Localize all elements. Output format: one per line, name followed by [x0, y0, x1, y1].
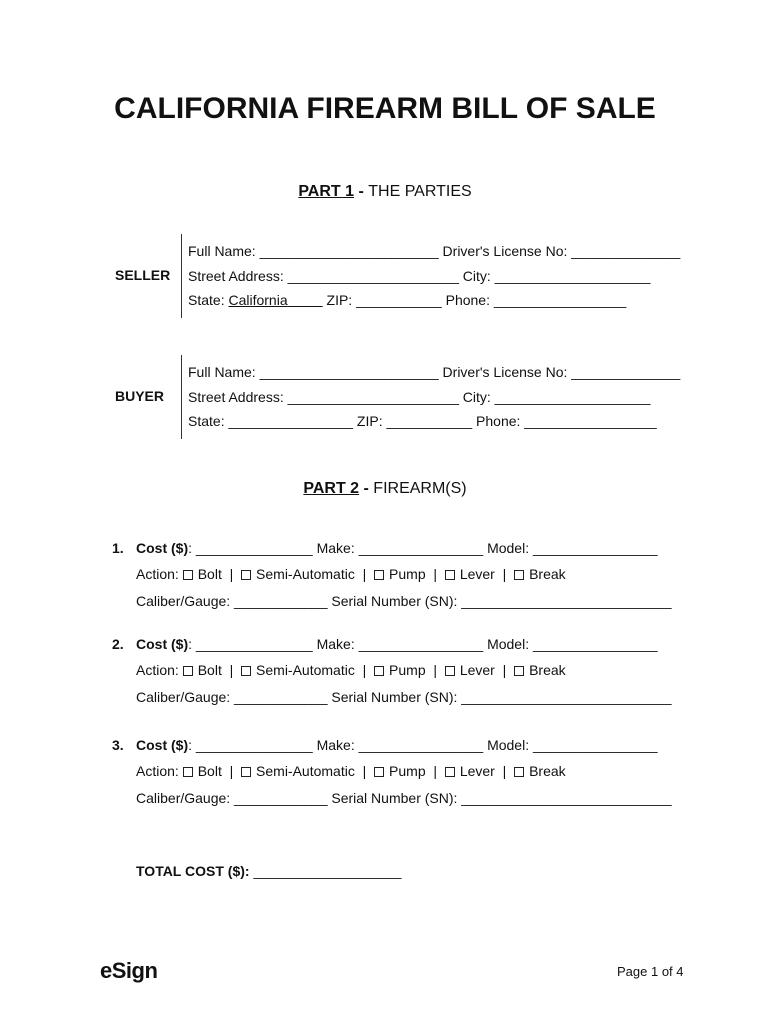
seller-zip-phone: ZIP: ___________ Phone: _________________ — [322, 292, 627, 308]
lever-checkbox[interactable] — [445, 666, 455, 676]
part1-heading — [0, 183, 770, 201]
part1-label: PART 1 — [298, 183, 355, 200]
firearm-2-number: 2. — [112, 636, 124, 652]
pump-checkbox[interactable] — [374, 666, 384, 676]
part2-text: FIREARM(S) — [373, 480, 467, 497]
seller-address-city-line: Street Address: ______________________ City: ____________________ — [188, 268, 651, 284]
bolt-checkbox[interactable] — [183, 570, 193, 580]
semi-automatic-checkbox[interactable] — [241, 666, 251, 676]
part2-heading — [0, 480, 770, 498]
pump-checkbox[interactable] — [374, 767, 384, 777]
total-cost-field[interactable]: ___________________ — [249, 863, 402, 879]
part2-separator: - — [359, 480, 374, 497]
esign-logo: eSign — [100, 958, 158, 983]
break-checkbox[interactable] — [514, 666, 524, 676]
firearm-3-cost-make-model-line: Cost ($): _______________ Make: ________________ Model: ________________ — [136, 737, 658, 753]
seller-label: SELLER — [115, 267, 171, 283]
part1-text: THE PARTIES — [368, 183, 472, 200]
firearm-1-cost-make-model-line: Cost ($): _______________ Make: ________________ Model: ________________ — [136, 540, 658, 556]
firearm-1-caliber-serial-line: Caliber/Gauge: ____________ Serial Number (SN): ___________________________ — [136, 593, 672, 609]
seller-state-value: California — [228, 292, 288, 308]
page-number: Page 1 of 4 — [617, 964, 684, 979]
total-cost-label: TOTAL COST ($): — [136, 863, 250, 879]
pump-checkbox[interactable] — [374, 570, 384, 580]
firearm-2-cost-make-model-line: Cost ($): _______________ Make: ________________ Model: ________________ — [136, 636, 658, 652]
break-checkbox[interactable] — [514, 767, 524, 777]
seller-divider — [181, 234, 182, 318]
total-cost-line — [136, 863, 401, 879]
part2-label: PART 2 — [303, 480, 360, 497]
firearm-2-action-line: Action: Bolt | Semi-Automatic | Pump | Lever | Break — [136, 662, 566, 678]
seller-state-zip-phone-line — [188, 292, 626, 308]
firearm-2-caliber-serial-line: Caliber/Gauge: ____________ Serial Number (SN): ___________________________ — [136, 689, 672, 705]
seller-name-license-line: Full Name: _______________________ Driver's License No: ______________ — [188, 243, 681, 259]
semi-automatic-checkbox[interactable] — [241, 570, 251, 580]
bolt-checkbox[interactable] — [183, 767, 193, 777]
firearm-3-number: 3. — [112, 737, 124, 753]
semi-automatic-checkbox[interactable] — [241, 767, 251, 777]
lever-checkbox[interactable] — [445, 767, 455, 777]
firearm-1-action-line: Action: Bolt | Semi-Automatic | Pump | Lever | Break — [136, 566, 566, 582]
break-checkbox[interactable] — [514, 570, 524, 580]
buyer-state-zip-phone-line: State: ________________ ZIP: ___________ Phone: _________________ — [188, 413, 657, 429]
buyer-label: BUYER — [115, 388, 165, 404]
firearm-3-caliber-serial-line: Caliber/Gauge: ____________ Serial Number (SN): ___________________________ — [136, 790, 672, 806]
buyer-divider — [181, 355, 182, 439]
firearm-1-number: 1. — [112, 540, 124, 556]
bolt-checkbox[interactable] — [183, 666, 193, 676]
lever-checkbox[interactable] — [445, 570, 455, 580]
buyer-address-city-line: Street Address: ______________________ City: ____________________ — [188, 389, 651, 405]
seller-state-label: State: — [188, 292, 229, 308]
buyer-name-license-line: Full Name: _______________________ Driver's License No: ______________ — [188, 364, 681, 380]
firearm-3-action-line: Action: Bolt | Semi-Automatic | Pump | Lever | Break — [136, 763, 566, 779]
document-title: CALIFORNIA FIREARM BILL OF SALE — [114, 92, 656, 125]
part1-separator: - — [354, 183, 369, 200]
